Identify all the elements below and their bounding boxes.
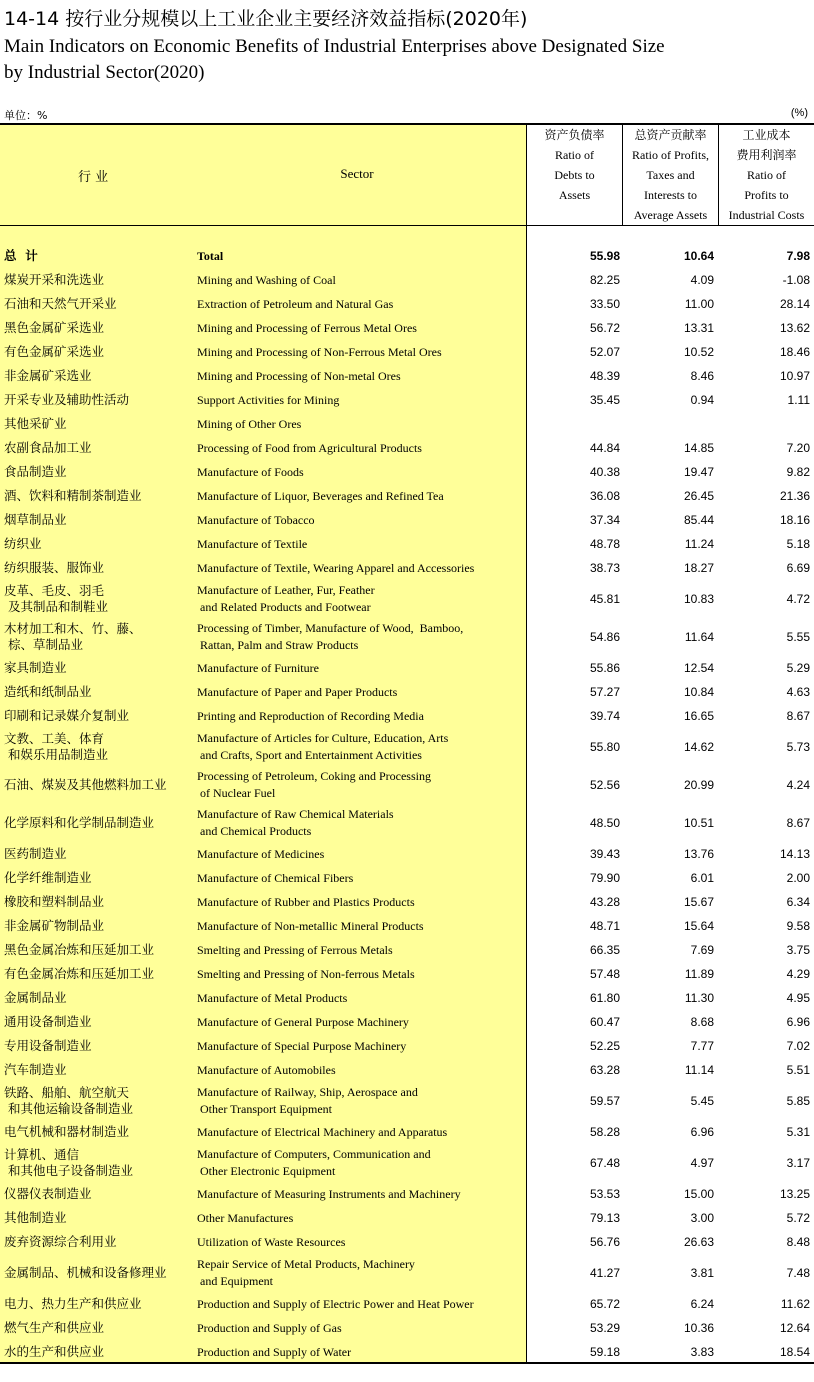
header-sector-en: Sector bbox=[340, 166, 374, 181]
unit-label: 单位：% bbox=[4, 109, 48, 122]
cost-profit-ratio-value: 9.82 bbox=[786, 465, 810, 479]
cost-profit-ratio-value: 7.20 bbox=[786, 441, 810, 455]
sector-name-cn: 黑色金属矿采选业 bbox=[4, 320, 105, 335]
header-line: Ratio of bbox=[555, 148, 594, 162]
cost-profit-ratio-value: 8.67 bbox=[786, 816, 810, 830]
debt-ratio-value: 79.90 bbox=[589, 871, 620, 885]
debt-ratio-value: 57.48 bbox=[589, 967, 620, 981]
table-title-cn: 14-14 按行业分规模以上工业企业主要经济效益指标(2020年) bbox=[4, 8, 528, 30]
cost-profit-ratio-value: 13.62 bbox=[779, 321, 810, 335]
cost-profit-ratio-value: 1.11 bbox=[787, 393, 810, 407]
assets-contribution-value: 10.36 bbox=[683, 1321, 714, 1335]
header-line: Average Assets bbox=[633, 208, 708, 222]
sector-name-cn: 石油、煤炭及其他燃料加工业 bbox=[4, 777, 167, 792]
cost-profit-ratio-value: 6.34 bbox=[786, 895, 810, 909]
table-row bbox=[0, 766, 814, 804]
sector-name-cn: 造纸和纸制品业 bbox=[4, 684, 92, 699]
table-row bbox=[0, 1316, 814, 1340]
sector-name-en: Printing and Reproduction of Recording Media bbox=[197, 708, 424, 723]
debt-ratio-value: 58.28 bbox=[589, 1125, 620, 1139]
table-row bbox=[0, 1292, 814, 1316]
sector-name-en: Manufacture of Tobacco bbox=[197, 512, 315, 527]
sector-name-en: Mining and Processing of Non-metal Ores bbox=[197, 368, 401, 383]
cost-profit-ratio-value: 5.29 bbox=[786, 661, 810, 675]
assets-contribution-value: 7.77 bbox=[690, 1039, 714, 1053]
table-row bbox=[0, 1120, 814, 1144]
header-sector-cn: 行 业 bbox=[78, 170, 109, 185]
debt-ratio-value: 48.39 bbox=[589, 369, 620, 383]
debt-ratio-value: 53.53 bbox=[589, 1187, 620, 1201]
header-line: 费用利润率 bbox=[736, 148, 797, 162]
header-line: Ratio of bbox=[747, 168, 786, 182]
sector-name-en: Other Manufactures bbox=[197, 1210, 294, 1225]
cost-profit-ratio-value: 28.14 bbox=[779, 297, 810, 311]
debt-ratio-value: 39.74 bbox=[589, 709, 620, 723]
sector-name-en: Manufacture of Non-metallic Mineral Products bbox=[197, 918, 424, 933]
debt-ratio-value: 52.56 bbox=[589, 778, 620, 792]
sector-name-cn: 酒、饮料和精制茶制造业 bbox=[4, 488, 142, 503]
debt-ratio-value: 40.38 bbox=[589, 465, 620, 479]
table-row bbox=[0, 436, 814, 460]
header-assets-contribution bbox=[623, 125, 718, 225]
cost-profit-ratio-value: 18.46 bbox=[779, 345, 810, 359]
assets-contribution-value: 10.64 bbox=[683, 249, 714, 263]
cost-profit-ratio-value: 12.64 bbox=[779, 1321, 810, 1335]
table-row bbox=[0, 364, 814, 388]
sector-name-en: Support Activities for Mining bbox=[197, 392, 340, 407]
cost-profit-ratio-value: 7.48 bbox=[786, 1266, 810, 1280]
table-row bbox=[0, 704, 814, 728]
sector-name-cn: 总 计 bbox=[4, 248, 38, 263]
sector-name-cn: 其他采矿业 bbox=[4, 416, 67, 431]
table-title-en-line1: Main Indicators on Economic Benefits of Industrial Enterprises above Designated Size bbox=[4, 36, 665, 57]
assets-contribution-value: 14.62 bbox=[683, 740, 714, 754]
assets-contribution-value: 5.45 bbox=[690, 1094, 714, 1108]
assets-contribution-value: 19.47 bbox=[683, 465, 714, 479]
sector-name-en: Production and Supply of Electric Power and Heat Power bbox=[197, 1296, 474, 1311]
debt-ratio-value: 52.25 bbox=[589, 1039, 620, 1053]
sector-name-en: Manufacture of Articles for Culture, Education, Arts and Crafts, Sport and Entertainment Activities bbox=[197, 731, 449, 762]
sector-name-cn: 燃气生产和供应业 bbox=[4, 1320, 105, 1335]
assets-contribution-value: 15.00 bbox=[683, 1187, 714, 1201]
header-line: 资产负债率 bbox=[544, 128, 605, 142]
debt-ratio-value: 38.73 bbox=[589, 561, 620, 575]
table-row bbox=[0, 914, 814, 938]
assets-contribution-value: 10.52 bbox=[683, 345, 714, 359]
cost-profit-ratio-value: -1.08 bbox=[782, 273, 810, 287]
assets-contribution-value: 26.63 bbox=[683, 1235, 714, 1249]
sector-name-en: Manufacture of Railway, Ship, Aerospace and Other Transport Equipment bbox=[197, 1085, 418, 1116]
assets-contribution-value: 3.00 bbox=[690, 1211, 714, 1225]
sector-name-cn: 电气机械和器材制造业 bbox=[4, 1124, 130, 1139]
table-row bbox=[0, 890, 814, 914]
table-row bbox=[0, 656, 814, 680]
cost-profit-ratio-value: 18.54 bbox=[779, 1345, 810, 1359]
cost-profit-ratio-value: 8.67 bbox=[786, 709, 810, 723]
sector-name-cn: 橡胶和塑料制品业 bbox=[4, 894, 105, 909]
debt-ratio-value: 53.29 bbox=[589, 1321, 620, 1335]
sector-name-cn: 仪器仪表制造业 bbox=[4, 1186, 92, 1201]
cost-profit-ratio-value: 5.31 bbox=[786, 1125, 810, 1139]
debt-ratio-value: 35.45 bbox=[589, 393, 620, 407]
sector-name-en: Mining and Washing of Coal bbox=[197, 272, 336, 287]
cost-profit-ratio-value: 4.63 bbox=[786, 685, 810, 699]
assets-contribution-value: 6.24 bbox=[690, 1297, 714, 1311]
table-row bbox=[0, 1058, 814, 1082]
sector-name-en: Utilization of Waste Resources bbox=[197, 1234, 346, 1249]
sector-name-cn: 纺织业 bbox=[4, 536, 42, 551]
assets-contribution-value: 13.31 bbox=[683, 321, 714, 335]
table-row bbox=[0, 508, 814, 532]
cost-profit-ratio-value: 5.85 bbox=[786, 1094, 810, 1108]
assets-contribution-value: 12.54 bbox=[683, 661, 714, 675]
debt-ratio-value: 33.50 bbox=[589, 297, 620, 311]
cost-profit-ratio-value: 7.98 bbox=[786, 249, 810, 263]
assets-contribution-value: 10.84 bbox=[683, 685, 714, 699]
sector-name-en: Smelting and Pressing of Ferrous Metals bbox=[197, 942, 393, 957]
header-line: 总资产贡献率 bbox=[634, 128, 707, 142]
table-row bbox=[0, 804, 814, 842]
sector-name-en: Processing of Timber, Manufacture of Wood, Bamboo, Rattan, Palm and Straw Products bbox=[197, 621, 464, 652]
unit-label-right: (%) bbox=[790, 107, 808, 119]
table-row bbox=[0, 938, 814, 962]
assets-contribution-value: 0.94 bbox=[690, 393, 714, 407]
debt-ratio-value: 66.35 bbox=[589, 943, 620, 957]
sector-name-en: Manufacture of Computers, Communication and Other Electronic Equipment bbox=[197, 1147, 431, 1178]
sector-name-cn: 水的生产和供应业 bbox=[4, 1344, 105, 1359]
sector-name-en: Manufacture of General Purpose Machinery bbox=[197, 1014, 409, 1029]
table-row bbox=[0, 556, 814, 580]
assets-contribution-value: 10.51 bbox=[683, 816, 714, 830]
assets-contribution-value: 18.27 bbox=[683, 561, 714, 575]
sector-name-cn: 化学纤维制造业 bbox=[4, 870, 92, 885]
debt-ratio-value: 37.34 bbox=[589, 513, 620, 527]
debt-ratio-value: 59.18 bbox=[589, 1345, 620, 1359]
header-line: 工业成本 bbox=[742, 128, 791, 142]
sector-name-en: Production and Supply of Gas bbox=[197, 1320, 342, 1335]
assets-contribution-value: 11.89 bbox=[684, 967, 714, 981]
cost-profit-ratio-value: 9.58 bbox=[786, 919, 810, 933]
sector-name-cn: 金属制品、机械和设备修理业 bbox=[4, 1265, 167, 1280]
sector-name-cn: 烟草制品业 bbox=[4, 512, 67, 527]
cost-profit-ratio-value: 11.62 bbox=[780, 1297, 810, 1311]
header-line: Profits to bbox=[744, 188, 789, 202]
header-line: Taxes and bbox=[646, 168, 695, 182]
sector-name-cn: 文教、工美、体育 和娱乐用品制造业 bbox=[4, 731, 108, 762]
sector-name-en: Manufacture of Paper and Paper Products bbox=[197, 684, 398, 699]
sector-name-cn: 专用设备制造业 bbox=[4, 1038, 92, 1053]
cost-profit-ratio-value: 5.55 bbox=[786, 630, 810, 644]
table-row bbox=[0, 618, 814, 656]
assets-contribution-value: 11.00 bbox=[684, 297, 714, 311]
table-row bbox=[0, 1230, 814, 1254]
cost-profit-ratio-value: 14.13 bbox=[779, 847, 810, 861]
sector-name-en: Manufacture of Special Purpose Machinery bbox=[197, 1038, 407, 1053]
cost-profit-ratio-value: 7.02 bbox=[786, 1039, 810, 1053]
assets-contribution-value: 13.76 bbox=[683, 847, 714, 861]
assets-contribution-value: 15.64 bbox=[683, 919, 714, 933]
sector-name-en: Manufacture of Raw Chemical Materials and Chemical Products bbox=[197, 807, 394, 838]
debt-ratio-value: 48.78 bbox=[589, 537, 620, 551]
assets-contribution-value: 8.46 bbox=[690, 369, 714, 383]
sector-name-en: Manufacture of Automobiles bbox=[197, 1062, 336, 1077]
assets-contribution-value: 11.64 bbox=[684, 630, 714, 644]
debt-ratio-value: 82.25 bbox=[589, 273, 620, 287]
assets-contribution-value: 11.30 bbox=[684, 991, 714, 1005]
debt-ratio-value: 55.86 bbox=[589, 661, 620, 675]
assets-contribution-value: 4.09 bbox=[690, 273, 714, 287]
sector-name-en: Total bbox=[197, 248, 224, 263]
assets-contribution-value: 6.01 bbox=[690, 871, 714, 885]
sector-name-cn: 铁路、船舶、航空航天 和其他运输设备制造业 bbox=[4, 1085, 133, 1116]
sector-name-en: Mining of Other Ores bbox=[197, 416, 302, 431]
table-row bbox=[0, 986, 814, 1010]
debt-ratio-value: 59.57 bbox=[589, 1094, 620, 1108]
assets-contribution-value: 4.97 bbox=[690, 1156, 714, 1170]
header-line: Debts to bbox=[554, 168, 595, 182]
sector-name-en: Manufacture of Metal Products bbox=[197, 990, 348, 1005]
debt-ratio-value: 48.50 bbox=[589, 816, 620, 830]
debt-ratio-value: 56.76 bbox=[589, 1235, 620, 1249]
cost-profit-ratio-value: 13.25 bbox=[779, 1187, 810, 1201]
cost-profit-ratio-value: 2.00 bbox=[786, 871, 810, 885]
table-row bbox=[0, 1034, 814, 1058]
sector-name-cn: 有色金属冶炼和压延加工业 bbox=[4, 966, 155, 981]
assets-contribution-value: 6.96 bbox=[690, 1125, 714, 1139]
sector-name-en: Repair Service of Metal Products, Machinery and Equipment bbox=[197, 1257, 415, 1288]
sector-name-en: Processing of Petroleum, Coking and Processing of Nuclear Fuel bbox=[197, 769, 431, 800]
table-row bbox=[0, 866, 814, 890]
cost-profit-ratio-value: 5.51 bbox=[786, 1063, 810, 1077]
debt-ratio-value: 79.13 bbox=[589, 1211, 620, 1225]
table-row bbox=[0, 728, 814, 766]
table-row bbox=[0, 1182, 814, 1206]
table-row bbox=[0, 268, 814, 292]
sector-name-en: Manufacture of Chemical Fibers bbox=[197, 870, 354, 885]
sector-name-cn: 食品制造业 bbox=[4, 464, 67, 479]
table-row bbox=[0, 1010, 814, 1034]
header-line: Assets bbox=[558, 188, 591, 202]
table-row bbox=[0, 680, 814, 704]
assets-contribution-value: 26.45 bbox=[683, 489, 714, 503]
debt-ratio-value: 55.80 bbox=[589, 740, 620, 754]
cost-profit-ratio-value: 5.73 bbox=[786, 740, 810, 754]
debt-ratio-value: 41.27 bbox=[589, 1266, 620, 1280]
cost-profit-ratio-value: 18.16 bbox=[779, 513, 810, 527]
sector-name-en: Mining and Processing of Ferrous Metal Ores bbox=[197, 320, 417, 335]
sector-name-cn: 其他制造业 bbox=[4, 1210, 67, 1225]
sector-name-cn: 化学原料和化学制品制造业 bbox=[4, 815, 155, 830]
table-title-en-line2: by Industrial Sector(2020) bbox=[4, 62, 205, 83]
sector-name-cn: 医药制造业 bbox=[4, 846, 67, 861]
sector-name-cn: 皮革、毛皮、羽毛 及其制品和制鞋业 bbox=[4, 583, 108, 614]
debt-ratio-value: 60.47 bbox=[589, 1015, 620, 1029]
sector-name-cn: 有色金属矿采选业 bbox=[4, 344, 105, 359]
sector-name-en: Smelting and Pressing of Non-ferrous Metals bbox=[197, 966, 415, 981]
debt-ratio-value: 44.84 bbox=[589, 441, 620, 455]
cost-profit-ratio-value: 10.97 bbox=[779, 369, 810, 383]
sector-name-cn: 非金属矿物制品业 bbox=[4, 918, 105, 933]
sector-name-cn: 通用设备制造业 bbox=[4, 1014, 92, 1029]
cost-profit-ratio-value: 5.72 bbox=[786, 1211, 810, 1225]
sector-name-cn: 家具制造业 bbox=[4, 660, 67, 675]
sector-name-cn: 煤炭开采和洗选业 bbox=[4, 272, 105, 287]
table-row bbox=[0, 1340, 814, 1364]
cost-profit-ratio-value: 4.29 bbox=[786, 967, 810, 981]
debt-ratio-value: 55.98 bbox=[589, 249, 620, 263]
debt-ratio-value: 57.27 bbox=[589, 685, 620, 699]
sector-name-cn: 废弃资源综合利用业 bbox=[4, 1234, 117, 1249]
cost-profit-ratio-value: 21.36 bbox=[779, 489, 810, 503]
assets-contribution-value: 14.85 bbox=[683, 441, 714, 455]
table-row bbox=[0, 532, 814, 556]
table-row bbox=[0, 1254, 814, 1292]
table-bottom-rule bbox=[0, 1362, 814, 1364]
assets-contribution-value: 15.67 bbox=[683, 895, 714, 909]
assets-contribution-value: 16.65 bbox=[683, 709, 714, 723]
sector-name-cn: 石油和天然气开采业 bbox=[4, 296, 117, 311]
assets-contribution-value: 8.68 bbox=[690, 1015, 714, 1029]
cost-profit-ratio-value: 4.72 bbox=[786, 592, 810, 606]
assets-contribution-value: 3.83 bbox=[690, 1345, 714, 1359]
table-row bbox=[0, 388, 814, 412]
sector-name-en: Processing of Food from Agricultural Products bbox=[197, 440, 422, 455]
assets-contribution-value: 11.14 bbox=[684, 1063, 714, 1077]
debt-ratio-value: 45.81 bbox=[589, 592, 620, 606]
sector-name-en: Manufacture of Furniture bbox=[197, 660, 319, 675]
total-row bbox=[0, 244, 814, 268]
cost-profit-ratio-value: 3.75 bbox=[786, 943, 810, 957]
debt-ratio-value: 65.72 bbox=[589, 1297, 620, 1311]
cost-profit-ratio-value: 4.24 bbox=[786, 778, 810, 792]
sector-name-en: Manufacture of Electrical Machinery and Apparatus bbox=[197, 1124, 448, 1139]
sector-name-en: Manufacture of Leather, Fur, Feather and Related Products and Footwear bbox=[197, 583, 375, 614]
table-row bbox=[0, 316, 814, 340]
assets-contribution-value: 20.99 bbox=[683, 778, 714, 792]
sector-name-cn: 非金属矿采选业 bbox=[4, 368, 92, 383]
header-line: Industrial Costs bbox=[728, 208, 805, 222]
sector-name-cn: 黑色金属冶炼和压延加工业 bbox=[4, 942, 155, 957]
header-bottom-rule bbox=[0, 225, 814, 226]
table-row bbox=[0, 460, 814, 484]
header-cost-profit-ratio bbox=[719, 125, 814, 225]
assets-contribution-value: 3.81 bbox=[690, 1266, 714, 1280]
table-row bbox=[0, 1144, 814, 1182]
cost-profit-ratio-value: 6.69 bbox=[786, 561, 810, 575]
table-row bbox=[0, 842, 814, 866]
cost-profit-ratio-value: 8.48 bbox=[786, 1235, 810, 1249]
assets-contribution-value: 85.44 bbox=[683, 513, 714, 527]
debt-ratio-value: 36.08 bbox=[589, 489, 620, 503]
header-debt-ratio bbox=[527, 125, 622, 205]
sector-name-cn: 计算机、通信 和其他电子设备制造业 bbox=[4, 1147, 133, 1178]
cost-profit-ratio-value: 6.96 bbox=[786, 1015, 810, 1029]
sector-name-cn: 开采专业及辅助性活动 bbox=[4, 392, 130, 407]
table-row bbox=[0, 292, 814, 316]
debt-ratio-value: 67.48 bbox=[589, 1156, 620, 1170]
sector-name-cn: 纺织服装、服饰业 bbox=[4, 560, 105, 575]
debt-ratio-value: 54.86 bbox=[589, 630, 620, 644]
sector-name-en: Manufacture of Medicines bbox=[197, 846, 325, 861]
table-row bbox=[0, 1206, 814, 1230]
debt-ratio-value: 43.28 bbox=[589, 895, 620, 909]
header-line: Ratio of Profits, bbox=[632, 148, 709, 162]
sector-name-en: Manufacture of Foods bbox=[197, 464, 304, 479]
sector-name-cn: 印刷和记录媒介复制业 bbox=[4, 708, 130, 723]
sector-name-en: Manufacture of Rubber and Plastics Products bbox=[197, 894, 415, 909]
table-row bbox=[0, 580, 814, 618]
sector-name-en: Manufacture of Textile, Wearing Apparel and Accessories bbox=[197, 560, 475, 575]
sector-name-cn: 电力、热力生产和供应业 bbox=[4, 1296, 142, 1311]
sector-name-cn: 汽车制造业 bbox=[4, 1062, 67, 1077]
debt-ratio-value: 52.07 bbox=[589, 345, 620, 359]
header-line: Interests to bbox=[644, 188, 697, 202]
debt-ratio-value: 63.28 bbox=[589, 1063, 620, 1077]
sector-name-en: Manufacture of Textile bbox=[197, 536, 308, 551]
debt-ratio-value: 61.80 bbox=[589, 991, 620, 1005]
sector-name-en: Manufacture of Liquor, Beverages and Refined Tea bbox=[197, 488, 444, 503]
sector-name-en: Manufacture of Measuring Instruments and Machinery bbox=[197, 1186, 461, 1201]
debt-ratio-value: 48.71 bbox=[589, 919, 620, 933]
table-row bbox=[0, 340, 814, 364]
cost-profit-ratio-value: 3.17 bbox=[786, 1156, 810, 1170]
cost-profit-ratio-value: 4.95 bbox=[786, 991, 810, 1005]
assets-contribution-value: 11.24 bbox=[684, 537, 714, 551]
sector-name-en: Production and Supply of Water bbox=[197, 1344, 352, 1359]
sector-name-en: Mining and Processing of Non-Ferrous Metal Ores bbox=[197, 344, 442, 359]
table-row bbox=[0, 962, 814, 986]
debt-ratio-value: 39.43 bbox=[589, 847, 620, 861]
table-row bbox=[0, 412, 814, 436]
table-row bbox=[0, 484, 814, 508]
sector-name-cn: 农副食品加工业 bbox=[4, 440, 92, 455]
cost-profit-ratio-value: 5.18 bbox=[786, 537, 810, 551]
table-row bbox=[0, 1082, 814, 1120]
debt-ratio-value: 56.72 bbox=[589, 321, 620, 335]
assets-contribution-value: 10.83 bbox=[683, 592, 714, 606]
sector-name-cn: 金属制品业 bbox=[4, 990, 67, 1005]
assets-contribution-value: 7.69 bbox=[690, 943, 714, 957]
sector-name-cn: 木材加工和木、竹、藤、 棕、草制品业 bbox=[4, 621, 142, 652]
sector-name-en: Extraction of Petroleum and Natural Gas bbox=[197, 296, 394, 311]
